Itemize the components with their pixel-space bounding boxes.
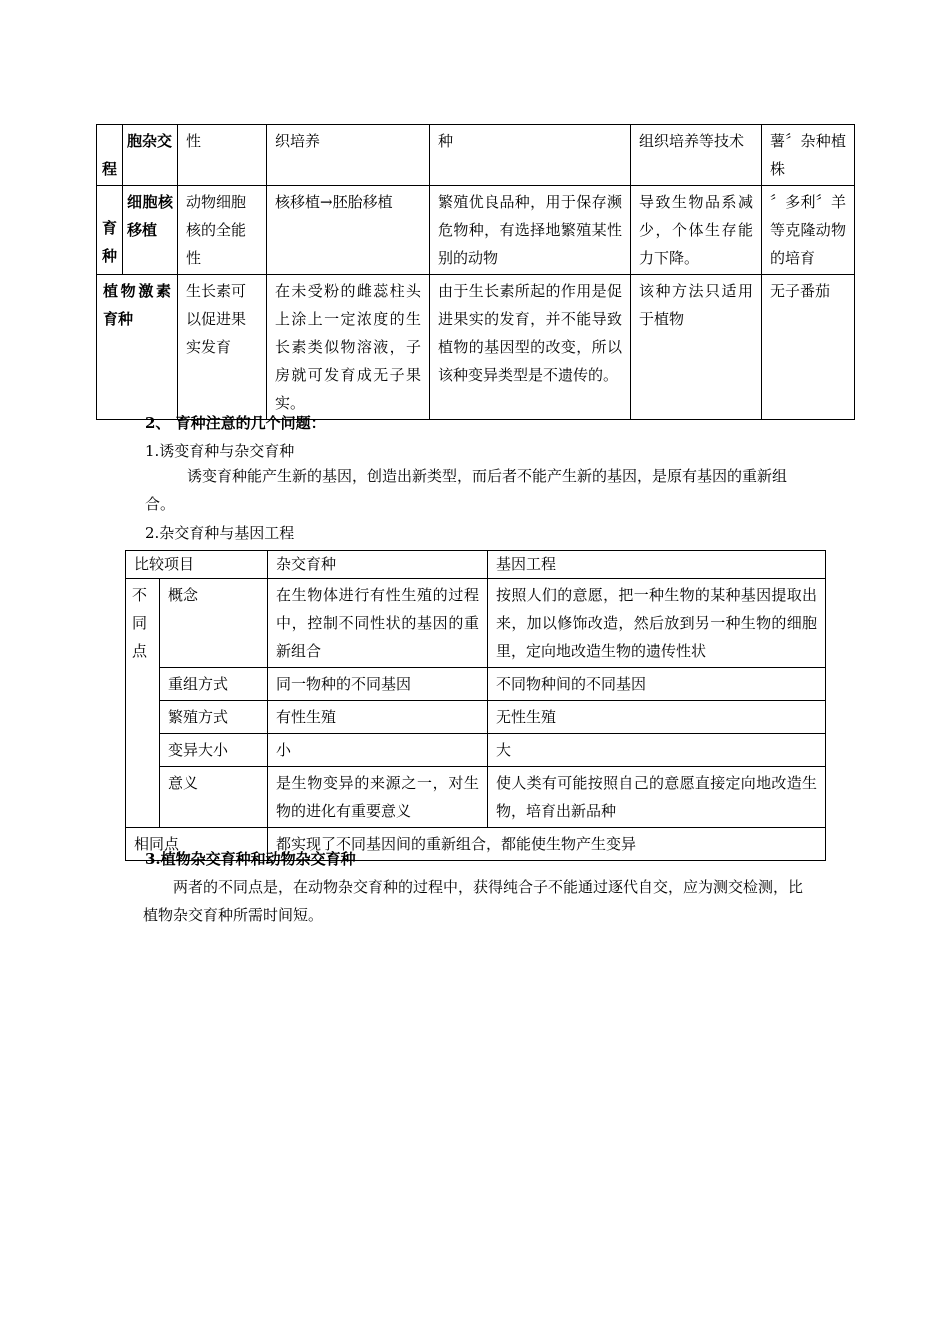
category-cell: 程 — [97, 125, 123, 186]
table-row — [126, 579, 826, 668]
principle-cell: 性 — [178, 125, 267, 186]
value-cell: 有性生殖 — [268, 701, 488, 734]
same-label-cell: 相同点 — [126, 828, 268, 861]
disadvantage-cell: 组织培养等技术 — [631, 125, 762, 186]
subsection-title: 1.诱变育种与杂交育种 — [145, 442, 295, 460]
header-cell: 杂交育种 — [268, 551, 488, 579]
section-heading: 2、 育种注意的几个问题： — [145, 414, 326, 432]
table-row — [126, 701, 826, 734]
method-cell: 细胞核移植 — [123, 186, 178, 275]
same-value-cell: 都实现了不同基因间的重新组合，都能使生物产生变异 — [268, 828, 826, 861]
example-cell: 〞多利〞羊等克隆动物的培育 — [762, 186, 855, 275]
operation-cell: 核移植→胚胎移植 — [267, 186, 430, 275]
advantage-cell: 由于生长素所起的作用是促进果实的发育，并不能导致植物的基因型的改变，所以该种变异类型是不遗传的。 — [430, 275, 631, 420]
comparison-table — [125, 550, 826, 861]
table-row — [97, 275, 855, 420]
value-cell: 是生物变异的来源之一，对生物的进化有重要意义 — [268, 767, 488, 828]
value-cell: 在生物体进行有性生殖的过程中，控制不同性状的基因的重新组合 — [268, 579, 488, 668]
example-cell: 无子番茄 — [762, 275, 855, 420]
item-cell: 重组方式 — [160, 668, 268, 701]
table-row — [97, 186, 855, 275]
table-row — [97, 125, 855, 186]
table-row — [126, 668, 826, 701]
advantage-cell: 种 — [430, 125, 631, 186]
header-cell: 比较项目 — [126, 551, 268, 579]
operation-cell: 织培养 — [267, 125, 430, 186]
principle-cell: 生长素可以促进果实发育 — [178, 275, 267, 420]
operation-cell: 在未受粉的雌蕊柱头上涂上一定浓度的生长素类似物溶液，子房就可发育成无子果实。 — [267, 275, 430, 420]
item-cell: 繁殖方式 — [160, 701, 268, 734]
advantage-cell: 繁殖优良品种，用于保存濒危物种，有选择地繁殖某性别的动物 — [430, 186, 631, 275]
value-cell: 大 — [488, 734, 826, 767]
example-cell: 薯〞杂种植株 — [762, 125, 855, 186]
item-cell: 概念 — [160, 579, 268, 668]
value-cell: 按照人们的意愿，把一种生物的某种基因提取出来，加以修饰改造，然后放到另一种生物的细胞里，定向地改造生物的遗传性状 — [488, 579, 826, 668]
breeding-methods-table — [96, 124, 855, 420]
value-cell: 小 — [268, 734, 488, 767]
category-cell: 育种 — [97, 186, 123, 275]
principle-cell: 动物细胞核的全能性 — [178, 186, 267, 275]
item-cell: 意义 — [160, 767, 268, 828]
value-cell: 使人类有可能按照自己的意愿直接定向地改造生物，培育出新品种 — [488, 767, 826, 828]
diff-label-cell: 不同点 — [126, 579, 160, 828]
subsection-title: 2.杂交育种与基因工程 — [145, 524, 295, 542]
value-cell: 无性生殖 — [488, 701, 826, 734]
value-cell: 同一物种的不同基因 — [268, 668, 488, 701]
value-cell: 不同物种间的不同基因 — [488, 668, 826, 701]
header-cell: 基因工程 — [488, 551, 826, 579]
disadvantage-cell: 导致生物品系减少，个体生存能力下降。 — [631, 186, 762, 275]
table-row — [126, 734, 826, 767]
paragraph: 诱变育种能产生新的基因，创造出新类型，而后者不能产生新的基因，是原有基因的重新组合。 — [145, 467, 788, 513]
paragraph: 两者的不同点是，在动物杂交育种的过程中，获得纯合子不能通过逐代自交，应为测交检测，比植物杂交育种所需时间短。 — [143, 878, 804, 924]
table-row — [126, 767, 826, 828]
method-cell: 植物激素育种 — [97, 275, 178, 420]
method-cell: 胞杂交 — [123, 125, 178, 186]
item-cell: 变异大小 — [160, 734, 268, 767]
table-header-row — [126, 551, 826, 579]
section-heading: 3.植物杂交育种和动物杂交育种 — [145, 850, 356, 868]
disadvantage-cell: 该种方法只适用于植物 — [631, 275, 762, 420]
